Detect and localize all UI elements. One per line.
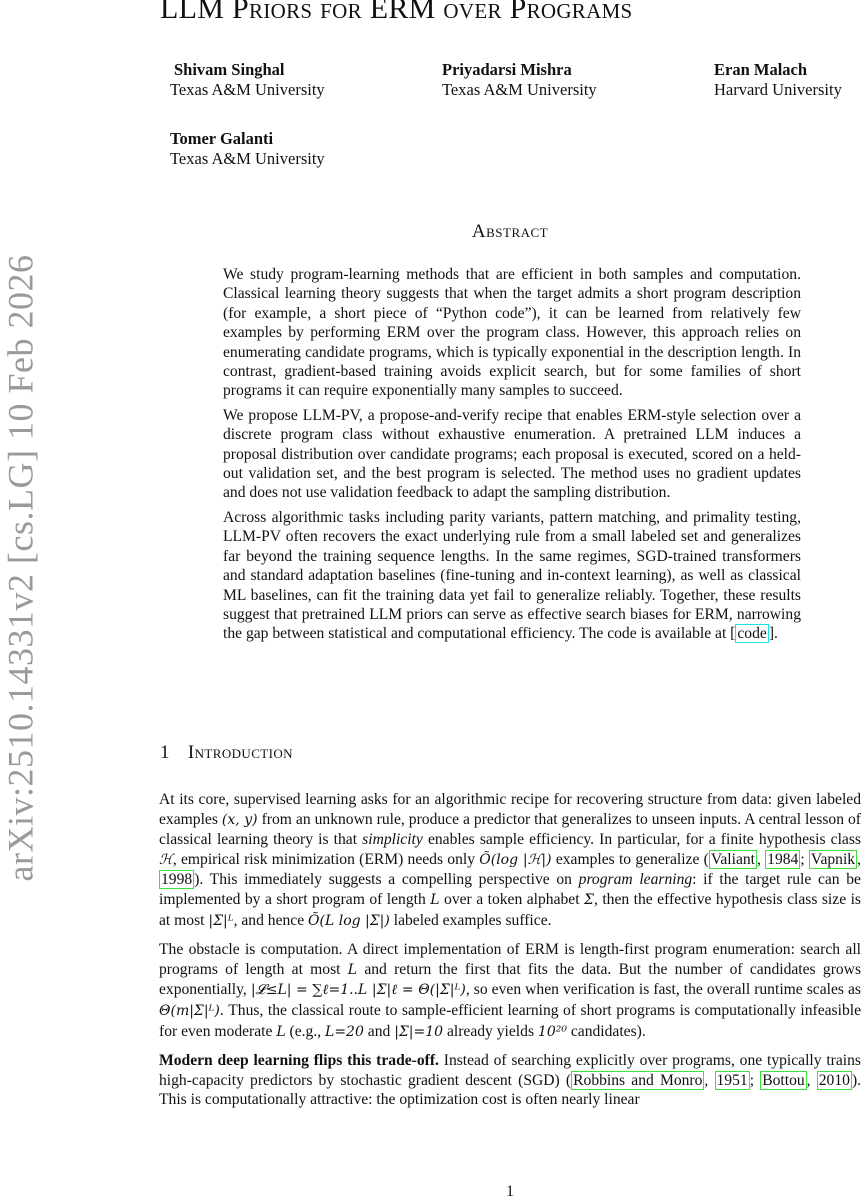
emphasis: program learning <box>578 871 693 889</box>
author-name: Eran Malach <box>714 60 808 79</box>
intro-paragraph <box>159 940 861 1042</box>
math: |Σ|ᴸ <box>208 912 234 929</box>
math: L <box>276 1023 286 1040</box>
text: and <box>363 1022 395 1040</box>
text: : if the target rule can be implemented by a short program of length <box>159 871 861 908</box>
abstract-paragraph: We study program-learning methods that are efficient in both samples and computation. Classical learning theory suggests that when the target admits a short program description (for example, a short piece of “Python code”), it can be learned from relatively few examples by performing ERM over the program class. However, this approach relies on enumerating candidate programs, which is typically exponential in the description length. In contrast, gradient-based training avoids explicit search, but for some families of short programs it can require exponentially many samples to succeed. <box>223 266 801 400</box>
text: , empirical risk minimization (ERM) needs only <box>172 850 480 868</box>
author-block <box>714 60 842 100</box>
citation-link[interactable]: Valiant <box>710 850 755 868</box>
intro-paragraph: At its core, supervised learning asks for an algorithmic recipe for recovering structure from data: given labeled examples (x, y) from an unknown rule, produce a predictor that generalizes to unseen inputs. A central lesson of classical learning theory is that simplicity enables sample efficiency. In particular, for a finite hypothesis class ℋ, empirical risk minimization (ERM) needs only Õ(log |ℋ|) examples to generalize ( Valiant , 1984 ; Vapnik , 1998 ). This immediately suggests a compelling perspective on program learning: if the target rule can be implemented by a short program of length L over a token alphabet Σ, then the effective hypothesis class size is at most |Σ|ᴸ, and hence Õ(L log |Σ|) labeled examples suffice. <box>159 791 861 929</box>
text: ). This immediately suggests a compelling perspective on <box>194 871 579 889</box>
page-number: 1 <box>506 1183 514 1200</box>
math: Õ(log |ℋ|) <box>479 851 552 868</box>
math: L <box>347 961 358 978</box>
author-affiliation: Texas A&M University <box>442 80 597 99</box>
math: 10²⁰ <box>537 1023 567 1040</box>
text: labeled examples suffice. <box>389 911 552 929</box>
author-name: Priyadarsi Mishra <box>442 60 572 79</box>
citation-link[interactable]: Robbins and Monro <box>573 1071 703 1089</box>
abstract-paragraph <box>223 508 801 644</box>
abstract-body <box>223 265 801 649</box>
author-name: Shivam Singhal <box>174 60 285 79</box>
author-name: Tomer Galanti <box>170 129 274 148</box>
math: Θ(m|Σ|ᴸ) <box>159 1002 220 1019</box>
emphasis: simplicity <box>362 831 423 849</box>
author-block <box>170 129 325 169</box>
text: , then the effective hypothesis class size is at most <box>159 890 861 929</box>
math: L <box>430 891 440 908</box>
math: ℋ <box>159 851 173 868</box>
text: At its core, supervised learning asks for an algorithmic recipe for recovering structure from data: given labeled examples <box>159 791 861 828</box>
text: and return the first that fits the data. But the number of candidates grows exponentially, <box>159 960 862 999</box>
text: Instead of searching explicitly over programs, one typically trains high-capacity predictors by stochastic gradient descent (SGD) ( <box>159 1052 861 1089</box>
section-number: 1 <box>160 742 170 763</box>
abstract-text: ]. <box>768 625 778 643</box>
text: , and hence <box>233 911 309 929</box>
paper-title: LLM Priors for ERM over Programs <box>160 0 633 25</box>
text: from an unknown rule, produce a predictor that generalizes to unseen inputs. A central lesson of classical learning theory is that <box>159 810 861 849</box>
math: |𝓛≤L| = ∑ℓ=1..L |Σ|ℓ = Θ(|Σ|ᴸ) <box>250 982 466 999</box>
math: Õ(L log |Σ|) <box>308 912 390 929</box>
abstract-paragraph: We propose LLM-PV, a propose-and-verify recipe that enables ERM-style selection over a discrete program class without exhaustive enumeration. A pretrained LLM induces a proposal distribution over candidate programs; each proposal is executed, scored on a held-out validation set, and the best program is selected. The method uses no gradient updates and does not use validation feedback to adapt the sampling distribution. <box>223 406 801 502</box>
abstract-text: Across algorithmic tasks including parity variants, pattern matching, and primality testing, LLM-PV often recovers the exact underlying rule from a small labeled set and generalizes far beyond the training sequence lengths. In the same regimes, SGD-trained transformers and standard adaptation baselines (fine-tuning and in-context learning), as well as classical ML baselines, can fit the training data yet fail to generalize reliably. Together, these results suggest that pretrained LLM priors can serve as effective search biases for ERM, narrowing the gap between statistical and computational efficiency. The code is available at [ <box>223 508 801 643</box>
author-block <box>442 60 597 100</box>
citation-link[interactable]: Vapnik <box>810 850 856 868</box>
text: , so even when verification is fast, the overall runtime scales as <box>465 981 861 999</box>
text: enables sample efficiency. In particular, for a finite hypothesis class <box>422 831 861 849</box>
text: ; <box>800 850 809 868</box>
text: . Thus, the classical route to sample-efficient learning of short programs is computationally infeasible for even moderate <box>159 1001 861 1040</box>
text: (e.g., <box>285 1022 326 1040</box>
math: |Σ|=10 <box>394 1023 444 1040</box>
intro-paragraph: Modern deep learning flips this trade-off. Instead of searching explicitly over programs, one typically trains high-capacity predictors by stochastic gradient descent (SGD) ( Robbins and Monro , 1951 ; Bottou , 2010 ). This is computationally attractive: the optimization cost is often nearly linear <box>159 1052 862 1109</box>
citation-link[interactable]: Bottou <box>762 1071 805 1089</box>
text: over a token alphabet <box>439 890 585 908</box>
text: ; <box>749 1071 761 1089</box>
text: examples to generalize ( <box>551 850 709 868</box>
citation-link[interactable]: 2010 <box>818 1071 850 1089</box>
text: already yields <box>443 1022 538 1040</box>
math: L=20 <box>325 1023 364 1040</box>
math: (x, y) <box>221 811 258 828</box>
text: ). This is computationally attractive: the optimization cost is often nearly linear <box>159 1071 862 1109</box>
citation-link[interactable]: 1951 <box>716 1071 748 1089</box>
author-block <box>170 60 325 100</box>
text: candidates). <box>566 1022 646 1040</box>
introduction-body <box>159 790 861 1119</box>
code-link[interactable]: code <box>737 625 767 643</box>
author-affiliation: Texas A&M University <box>170 80 325 99</box>
author-affiliation: Texas A&M University <box>170 149 325 168</box>
arxiv-identifier: arXiv:2510.14331v2 [cs.LG] 10 Feb 2026 <box>0 254 41 882</box>
section-title: Introduction <box>187 742 293 763</box>
section-heading-introduction <box>160 742 293 764</box>
paragraph-lead: Modern deep learning flips this trade-off. <box>159 1052 439 1070</box>
arxiv-watermark <box>0 248 40 888</box>
abstract-heading: Abstract <box>471 221 549 242</box>
author-affiliation: Harvard University <box>714 80 842 99</box>
citation-link[interactable]: 1998 <box>161 871 193 889</box>
text: The obstacle is computation. A direct implementation of ERM is length-first program enumeration: search all programs of length at most <box>159 941 861 978</box>
citation-link[interactable]: 1984 <box>767 850 799 868</box>
math: Σ <box>584 891 594 908</box>
